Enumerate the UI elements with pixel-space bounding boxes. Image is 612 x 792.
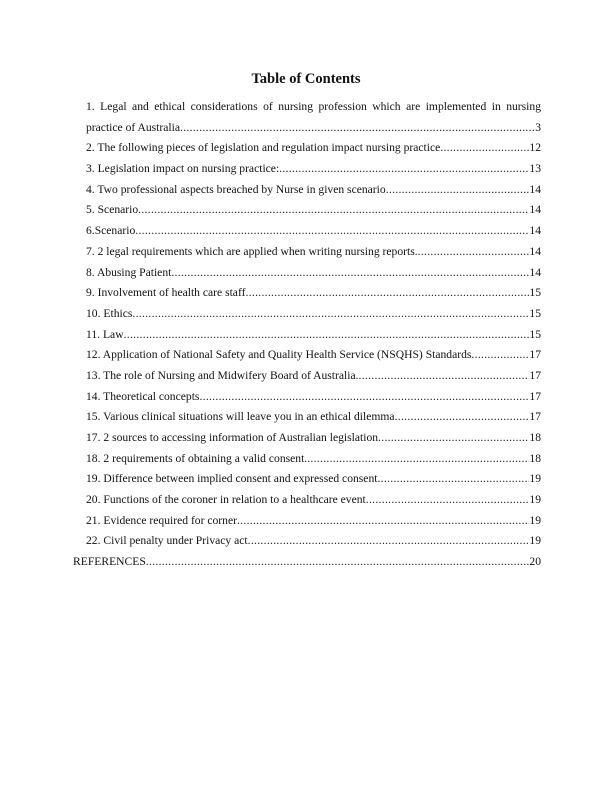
leader-dots <box>138 200 529 221</box>
toc-page-number: 15 <box>529 286 541 300</box>
toc-page-number: 15 <box>529 327 541 341</box>
toc-page-number: 20 <box>529 555 541 569</box>
toc-entry-text: 7. 2 legal requirements which are applied when writing nursing reports. <box>86 244 418 258</box>
toc-page-number: 12 <box>529 141 541 155</box>
toc-entry-text: 19. Difference between implied consent and expressed consent <box>86 472 378 486</box>
toc-entry-text: 13. The role of Nursing and Midwifery Board of Australia. <box>86 368 359 382</box>
leader-dots <box>377 469 529 490</box>
toc-entry[interactable] <box>86 325 541 346</box>
leader-dots <box>418 242 530 263</box>
leader-dots <box>132 304 529 325</box>
leader-dots <box>135 221 529 242</box>
toc-entry-text: 20. Functions of the coroner in relation to a healthcare event <box>86 493 366 507</box>
toc-page-number: 3 <box>535 120 541 134</box>
toc-entry[interactable] <box>86 428 541 449</box>
leader-dots <box>307 449 529 470</box>
toc-entry-text: 10. Ethics <box>86 306 133 320</box>
leader-dots <box>386 180 530 201</box>
toc-page-number: 19 <box>529 534 541 548</box>
toc-entry-text: 5. Scenario <box>86 203 139 217</box>
toc-entry-text: 15. Various clinical situations will leave you in an ethical dilemma <box>86 410 395 424</box>
leader-dots <box>171 263 529 284</box>
toc-entry[interactable] <box>86 200 541 221</box>
toc-page-number: 17 <box>529 368 541 382</box>
toc-entry[interactable] <box>86 469 541 490</box>
leader-dots <box>440 138 529 159</box>
toc-entry[interactable] <box>86 180 541 201</box>
toc-page-number: 18 <box>529 451 541 465</box>
toc-entry-text: 22. Civil penalty under Privacy act <box>86 534 248 548</box>
toc-entry-text: 18. 2 requirements of obtaining a valid consent. <box>86 451 308 465</box>
toc-entry[interactable] <box>86 304 541 325</box>
toc-entry[interactable] <box>86 407 541 428</box>
toc-entry[interactable] <box>86 531 541 552</box>
toc-entry-text: 2. The following pieces of legislation and regulation impact nursing practice <box>86 141 441 155</box>
toc-page-number: 17 <box>529 348 541 362</box>
toc-entry-1-line2[interactable] <box>86 118 541 139</box>
toc-entry[interactable] <box>86 159 541 180</box>
toc-entry-text: 21. Evidence required for corner <box>86 513 237 527</box>
toc-entry[interactable] <box>86 221 541 242</box>
toc-entry-text: 3. Legislation impact on nursing practice: <box>86 162 280 176</box>
toc-entry-text: REFERENCES <box>73 555 146 569</box>
toc-page-number: 19 <box>529 513 541 527</box>
leader-dots <box>366 490 530 511</box>
toc-entry[interactable] <box>86 490 541 511</box>
toc-page-number: 14 <box>529 203 541 217</box>
toc-page-number: 19 <box>529 472 541 486</box>
toc-page-number: 13 <box>529 162 541 176</box>
leader-dots <box>359 366 530 387</box>
toc-entry-text: 4. Two professional aspects breached by Nurse in given scenario <box>86 182 386 196</box>
toc-entry[interactable] <box>86 138 541 159</box>
leader-dots <box>245 283 529 304</box>
toc-entry[interactable] <box>86 283 541 304</box>
toc-page-number: 19 <box>529 493 541 507</box>
toc-entry[interactable] <box>86 387 541 408</box>
toc-title: Table of Contents <box>251 71 361 87</box>
table-of-contents <box>73 97 541 573</box>
leader-dots <box>395 407 530 428</box>
toc-entry-text: 14. Theoretical concepts <box>86 389 200 403</box>
leader-dots <box>237 511 529 532</box>
toc-entry[interactable] <box>86 511 541 532</box>
toc-page-number: 14 <box>529 182 541 196</box>
toc-entry-text: 6.Scenario <box>86 224 136 238</box>
toc-page-number: 18 <box>529 431 541 444</box>
toc-entry-text: 1. Legal and ethical considerations of nursing profession which are implemented in nursing <box>86 100 541 113</box>
leader-dots <box>180 118 535 139</box>
toc-page-number: 17 <box>529 389 541 403</box>
leader-dots <box>248 531 530 552</box>
leader-dots <box>146 552 530 573</box>
toc-entry-text: 8. Abusing Patient <box>86 265 172 279</box>
toc-page-number: 14 <box>529 265 541 279</box>
leader-dots <box>279 159 529 180</box>
toc-entry[interactable] <box>86 449 541 470</box>
toc-entry-references[interactable] <box>73 552 541 573</box>
toc-entry-text: 9. Involvement of health care staff <box>86 286 246 300</box>
leader-dots <box>378 428 529 449</box>
toc-page-number: 15 <box>529 306 541 320</box>
toc-entry-text: 17. 2 sources to accessing information of Australian legislation <box>86 431 379 444</box>
toc-entry[interactable] <box>86 366 541 387</box>
toc-page-number: 14 <box>529 244 541 258</box>
toc-entry[interactable] <box>86 242 541 263</box>
toc-page-number: 17 <box>529 410 541 424</box>
toc-entry-text: 11. Law <box>86 327 124 341</box>
toc-page-number: 14 <box>529 224 541 238</box>
toc-entry-1-line1[interactable] <box>86 97 541 118</box>
toc-entry[interactable] <box>86 345 541 366</box>
toc-entry-text: practice of Australia <box>86 120 180 134</box>
toc-entry[interactable] <box>86 263 541 284</box>
leader-dots <box>471 345 529 366</box>
leader-dots <box>124 325 530 346</box>
toc-entry-text: 12. Application of National Safety and Quality Health Service (NSQHS) Standards <box>86 348 472 362</box>
leader-dots <box>199 387 529 408</box>
